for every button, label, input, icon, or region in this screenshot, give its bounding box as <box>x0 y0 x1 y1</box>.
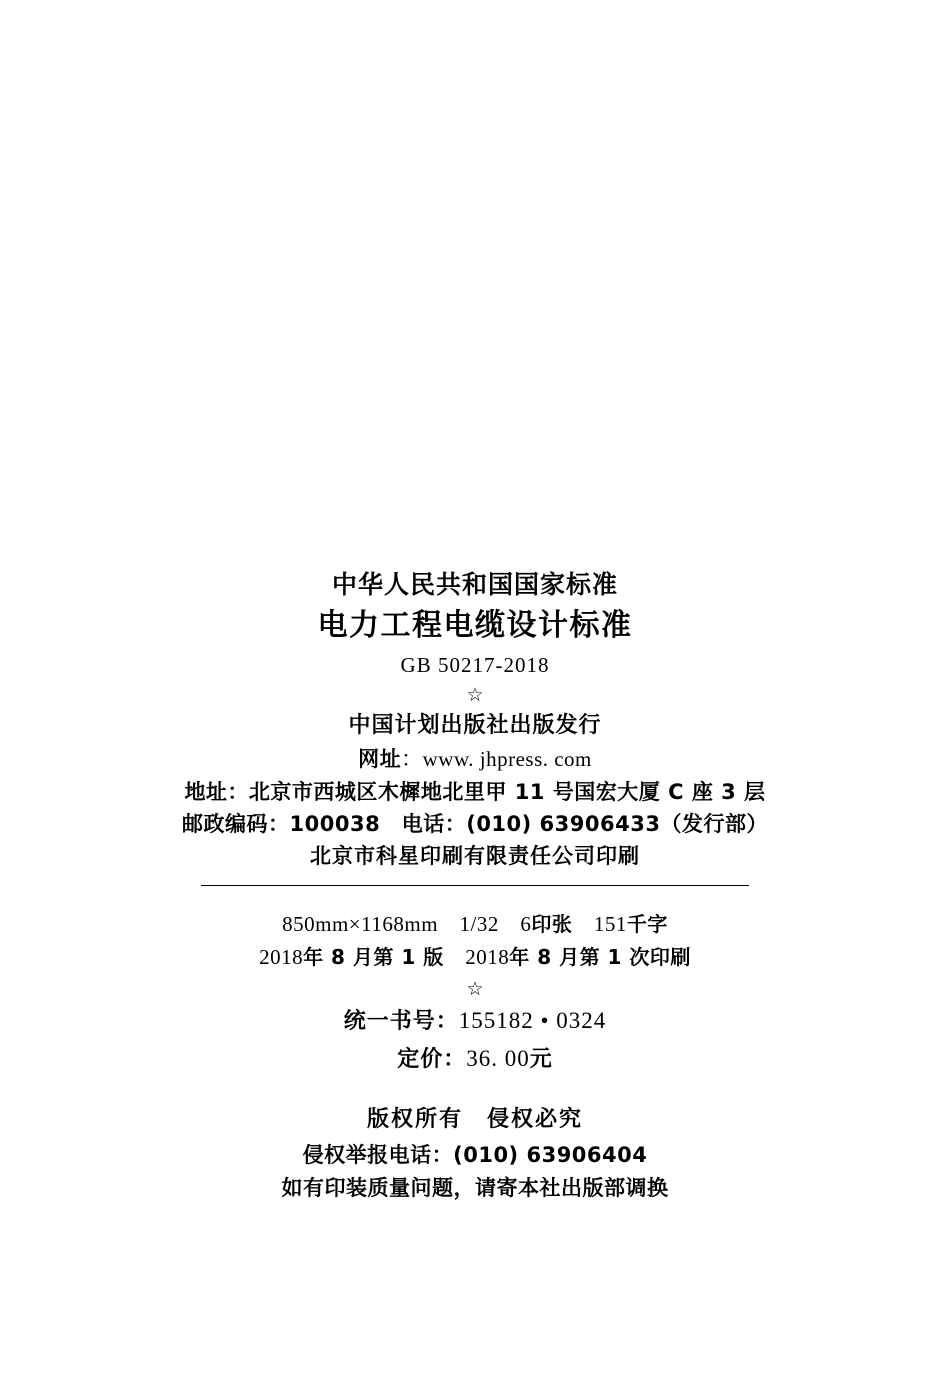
price-unit: 元 <box>529 1047 553 1072</box>
standard-code: GB 50217-2018 <box>400 653 550 677</box>
specs-word-count: 151 <box>572 912 627 936</box>
printer-name: 北京市科星印刷有限责任公司印刷 <box>310 844 640 868</box>
specs-sheets-label: 印张 <box>531 912 573 936</box>
postal-and-phone: 邮政编码：100038 电话：(010) 63906433（发行部） <box>182 812 768 836</box>
copyright-notice: 版权所有 侵权必究 <box>366 1107 583 1132</box>
national-standard-heading: 中华人民共和国国家标准 <box>331 570 618 599</box>
edition-year-first: 2018 <box>259 945 304 969</box>
isbn-label: 统一书号： <box>343 1009 459 1034</box>
colophon-block <box>0 572 950 1199</box>
document-title: 电力工程电缆设计标准 <box>317 608 633 643</box>
isbn-value: 155182 • 0324 <box>458 1008 607 1033</box>
infringement-report-phone: 侵权举报电话：(010) 63906404 <box>302 1143 648 1167</box>
publisher-website <box>0 749 950 770</box>
price-label: 定价： <box>397 1047 467 1072</box>
price-line <box>0 1047 950 1071</box>
website-label: 网址 <box>358 747 402 771</box>
star-ornament-bottom: ☆ <box>466 979 484 1000</box>
specs-words-label: 千字 <box>626 912 668 936</box>
edition-year-second: 2018 <box>443 945 510 969</box>
price-value: 36. 00 <box>466 1046 530 1071</box>
specs-paper-size: 850mm×1168mm 1/32 6 <box>282 912 532 936</box>
publisher-address: 地址：北京市西城区木樨地北里甲 11 号国宏大厦 C 座 3 层 <box>184 780 766 804</box>
edition-first-text: 年 8 月第 1 版 <box>303 945 444 969</box>
star-ornament-top: ☆ <box>466 685 484 706</box>
edition-printing-text: 年 8 月第 1 次印刷 <box>509 945 691 969</box>
print-specifications <box>0 914 950 935</box>
quality-exchange-notice: 如有印装质量问题，请寄本社出版部调换 <box>281 1176 669 1200</box>
publisher-name: 中国计划出版社出版发行 <box>348 713 602 738</box>
website-url: ：www. jhpress. com <box>401 747 592 771</box>
unified-book-number <box>0 1009 950 1033</box>
horizontal-divider <box>201 885 749 886</box>
edition-info <box>0 947 950 968</box>
